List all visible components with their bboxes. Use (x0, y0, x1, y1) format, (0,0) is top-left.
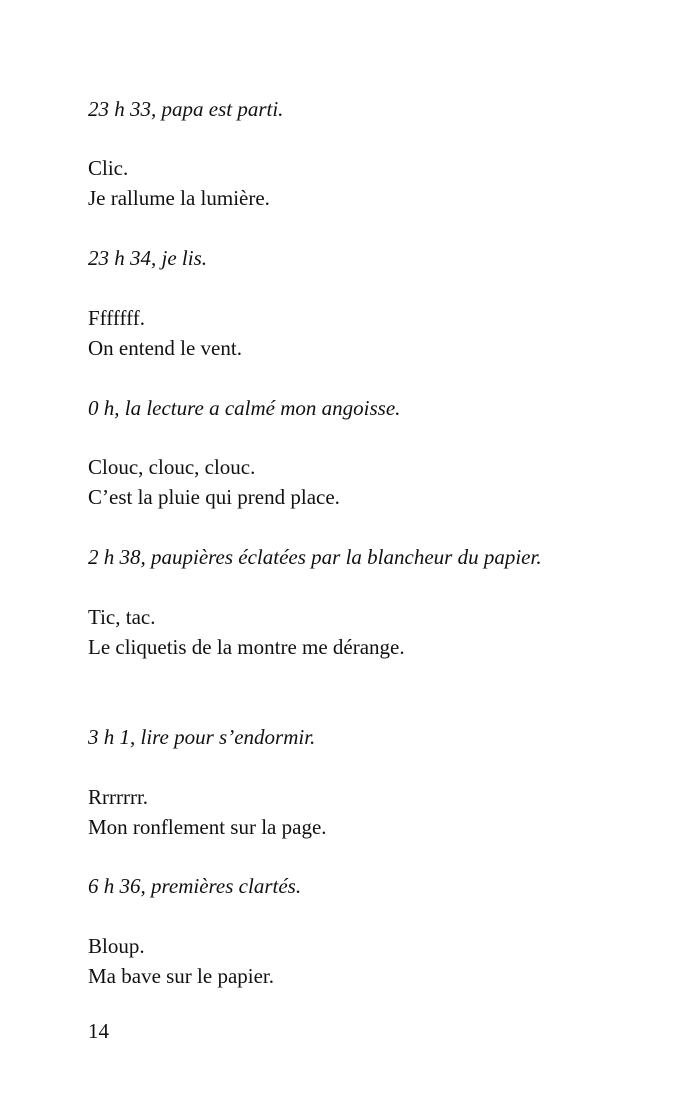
stanza-1-sound: Clic. (88, 156, 129, 180)
stanza-1-text: Je rallume la lumière. (88, 186, 270, 210)
stanza-4-sound: Tic, tac. (88, 605, 156, 629)
stanza-5-sound: Rrrrrrr. (88, 785, 149, 809)
stanza-2-sound: Fffffff. (88, 306, 145, 330)
stanza-1-time: 23 h 33, papa est parti. (88, 97, 284, 121)
stanza-2-text: On entend le vent. (88, 336, 242, 360)
stanza-5-text: Mon ronflement sur la page. (88, 815, 327, 839)
stanza-4-time: 2 h 38, paupières éclatées par la blancheur du papier. (88, 545, 542, 569)
stanza-6-text: Ma bave sur le papier. (88, 964, 275, 988)
stanza-6-time: 6 h 36, premières clartés. (88, 874, 302, 898)
stanza-2-time: 23 h 34, je lis. (88, 246, 207, 270)
stanza-3-sound: Clouc, clouc, clouc. (88, 455, 256, 479)
page-number: 14 (88, 1019, 109, 1043)
stanza-6-sound: Bloup. (88, 934, 145, 958)
stanza-5-time: 3 h 1, lire pour s’endormir. (88, 725, 316, 749)
stanza-3-time: 0 h, la lecture a calmé mon angoisse. (88, 396, 401, 420)
stanza-4-text: Le cliquetis de la montre me dérange. (88, 635, 405, 659)
stanza-3-text: C’est la pluie qui prend place. (88, 485, 340, 509)
